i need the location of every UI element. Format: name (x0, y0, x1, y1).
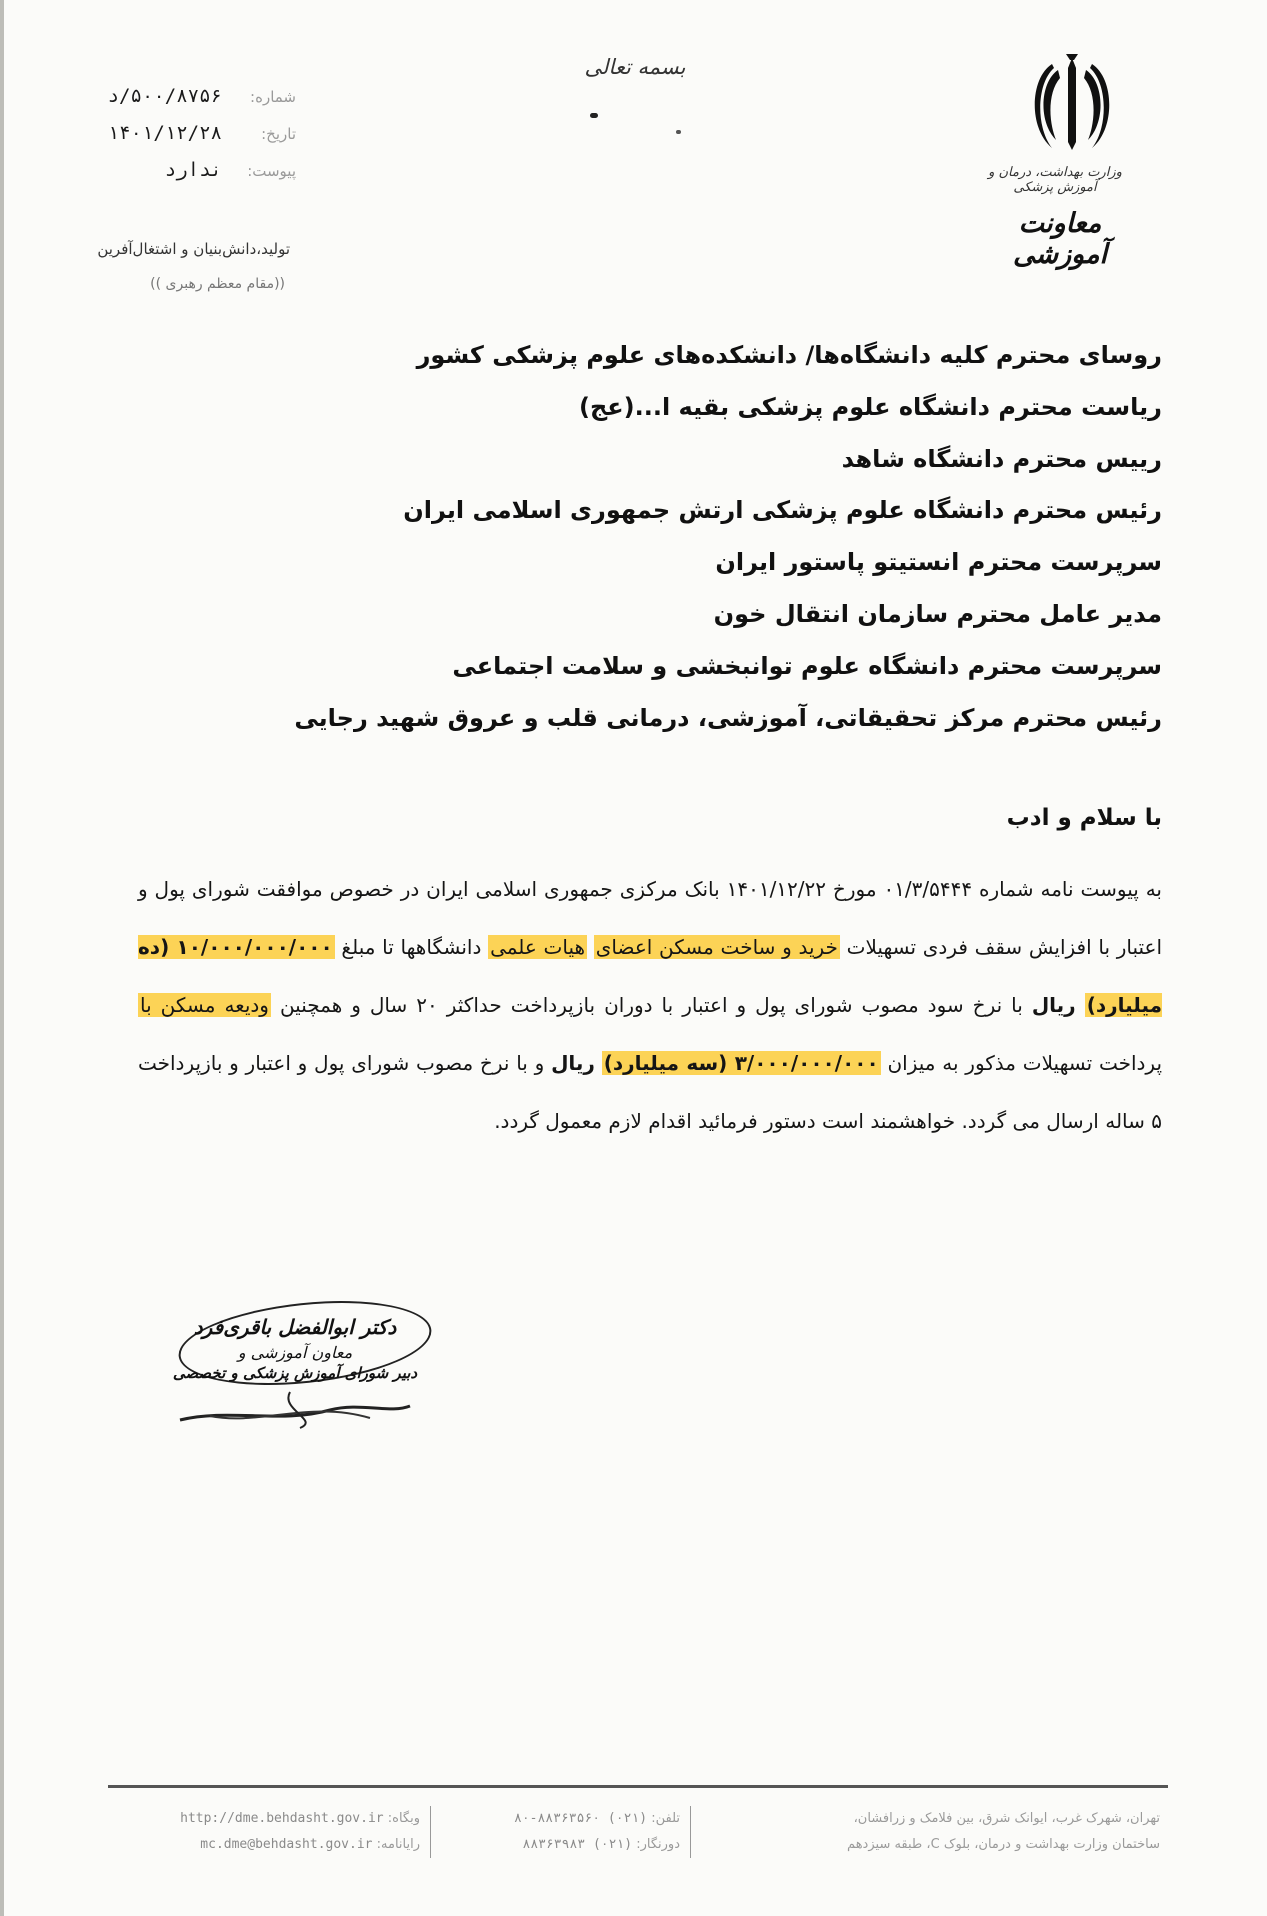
fax-row (440, 1832, 680, 1858)
signatory-name: دکتر ابوالفضل باقری‌فرد (193, 1315, 397, 1339)
deputy-name: معاونت آموزشی (1012, 208, 1108, 270)
iran-emblem-icon (1022, 50, 1122, 158)
highlighted-text: ودیعه مسکن با (140, 993, 269, 1017)
attachment-label: پیوست: (247, 162, 296, 180)
highlighted-text: خرید و ساخت مسکن اعضای (595, 935, 838, 959)
signatory-council: دبیر شورای آموزش پزشکی و تخصصی (172, 1364, 418, 1382)
footer-address (760, 1806, 1160, 1858)
ministry-name: وزارت بهداشت، درمان و آموزش پزشکی (988, 165, 1122, 195)
body-text-segment: دانشگاهها تا مبلغ (341, 935, 482, 959)
ink-mark (590, 113, 598, 118)
website-row (100, 1806, 420, 1832)
highlighted-amount: ۳/۰۰۰/۰۰۰/۰۰۰ (سه میلیارد) (603, 1051, 879, 1075)
body-text-segment: و با نرخ مصوب شورای پول و اعتبار و بازپرداخت ۵ ساله ارسال می گردد. خواهشمند است دستور فرمائید اقدام لازم معمول گردد. (138, 1051, 1162, 1133)
handwritten-signature-icon (170, 1380, 420, 1430)
address-line: تهران، شهرک غرب، ایوانک شرق، بین فلامک و زرافشان، (853, 1811, 1160, 1826)
footer-divider (108, 1785, 1168, 1788)
currency-unit: ریال (1031, 993, 1076, 1017)
slogan: تولید،دانش‌بنیان و اشتغال‌آفرین (97, 240, 290, 258)
fax-value: (۰۲۱) ۸۸۳۶۳۹۸۳ (522, 1837, 633, 1852)
footer-web (100, 1806, 420, 1858)
footer-separator (430, 1806, 431, 1858)
date-value: ۱۴۰۱/۱۲/۲۸ (107, 122, 222, 144)
slogan-attribution: ((مقام معظم رهبری )) (150, 276, 285, 292)
email-link[interactable]: mc.dme@behdasht.gov.ir (200, 1837, 373, 1852)
recipient-line: روسای محترم کلیه دانشگاه‌ها/ دانشکده‌های علوم پزشکی کشور (416, 341, 1162, 369)
ink-mark (676, 130, 681, 134)
scan-edge (0, 0, 4, 1916)
signatory-title: معاون آموزشی و (237, 1343, 353, 1362)
highlighted-amount: ۱۰/۰۰۰/۰۰۰/۰۰۰ (ده میلیارد) (138, 935, 1162, 1017)
body-text-segment: پرداخت تسهیلات مذکور به میزان (887, 1051, 1163, 1075)
greeting: با سلام و ادب (1006, 805, 1162, 831)
recipients-list (294, 330, 1162, 744)
number-value: ۵۰۰/۸۷۵۶/د (107, 85, 222, 107)
email-label: رایانامه: (376, 1837, 420, 1852)
letter-meta (86, 78, 296, 189)
number-label: شماره: (250, 88, 296, 106)
attachment-value: ندارد (164, 159, 222, 181)
recipient-line: رئیس محترم دانشگاه علوم پزشکی ارتش جمهوری اسلامی ایران (403, 496, 1162, 525)
website-link[interactable]: http://dme.behdasht.gov.ir (180, 1811, 384, 1826)
recipient-line: سرپرست محترم دانشگاه علوم توانبخشی و سلامت اجتماعی (452, 651, 1162, 680)
phone-label: تلفن: (651, 1811, 680, 1826)
website-label: وبگاه: (387, 1811, 420, 1826)
recipient-line: رئیس محترم مرکز تحقیقاتی، آموزشی، درمانی قلب و عروق شهید رجایی (294, 703, 1162, 732)
phone-row (440, 1806, 680, 1832)
letter-number-row (86, 78, 296, 115)
date-label: تاریخ: (261, 125, 296, 143)
footer-separator (690, 1806, 691, 1858)
letter-body (138, 860, 1162, 1150)
footer-contact (440, 1806, 680, 1858)
letter-attachment-row (86, 152, 296, 189)
recipient-line: سرپرست محترم انستیتو پاستور ایران (715, 548, 1162, 577)
body-text-segment: با نرخ سود مصوب شورای پول و اعتبار با دوران بازپرداخت حداکثر ۲۰ سال و همچنین (279, 993, 1023, 1017)
recipient-line: ریاست محترم دانشگاه علوم پزشکی بقیه ا...(عج) (578, 392, 1162, 421)
address-line: ساختمان وزارت بهداشت و درمان، بلوک C، طبقه سیزدهم (847, 1837, 1160, 1852)
recipient-line: مدیر عامل محترم سازمان انتقال خون (713, 599, 1162, 628)
body-text-segment: به پیوست نامه شماره ۰۱/۳/۵۴۴۴ مورخ ۱۴۰۱/۱۲/۲۲ بانک مرکزی جمهوری اسلامی ایران در خصوص موافقت شورای پول و اعتبار با افزایش سقف فردی تسهیلات (138, 877, 1163, 959)
phone-value: (۰۲۱) ۸۸۳۶۳۵۶۰-۸۰ (514, 1811, 648, 1826)
recipient-line: رییس محترم دانشگاه شاهد (841, 444, 1162, 473)
bismillah-heading: بسمه تعالی (584, 55, 686, 79)
currency-unit: ریال (551, 1051, 595, 1075)
fax-label: دورنگار: (636, 1837, 680, 1852)
signature-block (150, 1315, 440, 1382)
highlighted-text: هیات علمی (490, 935, 586, 959)
email-row (100, 1832, 420, 1858)
letter-date-row (86, 115, 296, 152)
